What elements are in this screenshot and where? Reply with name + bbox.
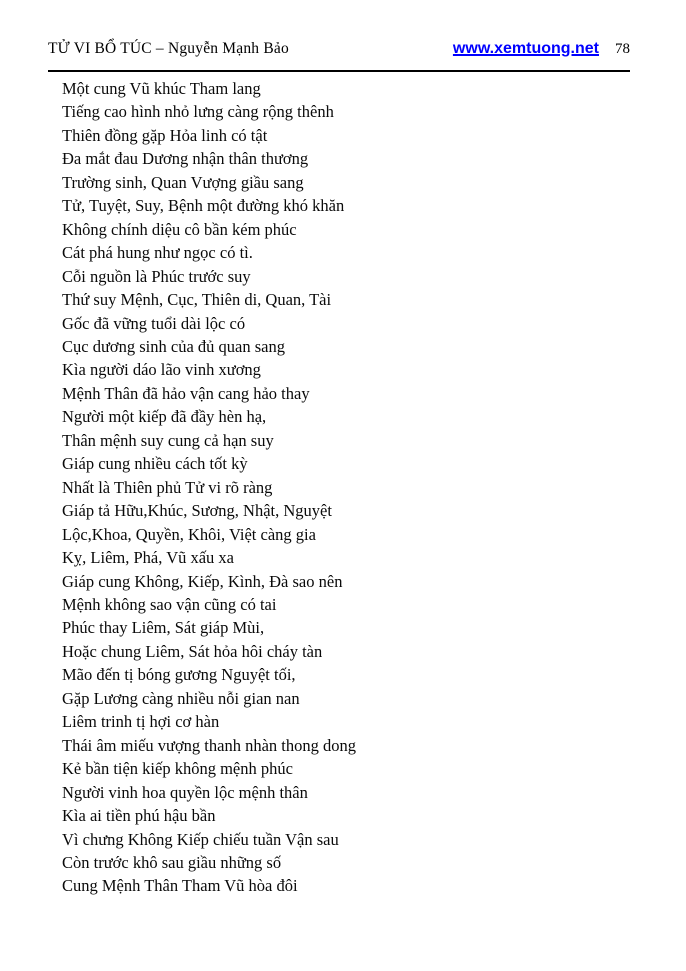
poem-line: Thiên đồng gặp Hỏa linh có tật — [62, 125, 268, 145]
website-link[interactable]: www.xemtuong.net — [452, 40, 599, 57]
poem-line: Mão đến tị bóng gương Nguyệt tối, — [62, 665, 296, 685]
poem-line: Thân mệnh suy cung cả hạn suy — [62, 430, 274, 450]
poem-line: Còn trước khô sau giầu những số — [62, 852, 282, 872]
page-number: 78 — [615, 41, 630, 57]
poem-line: Kìa ai tiền phú hậu bần — [62, 806, 216, 826]
poem-line: Không chính diệu cô bần kém phúc — [62, 219, 297, 239]
poem-line: Mệnh Thân đã hảo vận cang hảo thay — [62, 383, 310, 403]
poem-line: Thái âm miếu vượng thanh nhàn thong dong — [62, 735, 356, 755]
poem-line: Phúc thay Liêm, Sát giáp Mùi, — [62, 618, 265, 638]
poem-line: Liêm trinh tị hợi cơ hàn — [62, 712, 220, 732]
poem-line: Đa mắt đau Dương nhận thân thương — [62, 149, 309, 169]
poem-line: Tiếng cao hình nhỏ lưng càng rộng thênh — [62, 102, 334, 122]
poem-line: Lộc,Khoa, Quyền, Khôi, Việt càng gia — [62, 524, 316, 544]
poem-line: Giáp tả Hữu,Khúc, Sương, Nhật, Nguyệt — [62, 501, 332, 521]
poem-body — [48, 77, 630, 898]
header-right-group — [453, 40, 630, 58]
document-title: TỬ VI BỔ TÚC – Nguyễn Mạnh Bảo — [48, 40, 289, 57]
poem-line: Cỗi nguồn là Phúc trước suy — [62, 266, 251, 286]
poem-line: Vì chưng Không Kiếp chiếu tuần Vận sau — [62, 829, 339, 849]
poem-line: Giáp cung Không, Kiếp, Kình, Đà sao nên — [62, 571, 343, 591]
poem-line: Gốc đã vững tuổi dài lộc có — [62, 313, 246, 333]
poem-line: Hoặc chung Liêm, Sát hỏa hôi cháy tàn — [62, 641, 323, 661]
poem-line: Kẻ bần tiện kiếp không mệnh phúc — [62, 759, 293, 779]
poem-line: Người một kiếp đã đầy hèn hạ, — [62, 407, 267, 427]
poem-line: Cung Mệnh Thân Tham Vũ hòa đôi — [62, 876, 298, 896]
header-divider — [48, 70, 630, 72]
poem-line: Một cung Vũ khúc Tham lang — [62, 79, 261, 98]
poem-line: Người vinh hoa quyền lộc mệnh thân — [62, 782, 308, 802]
page-header — [48, 40, 630, 62]
poem-line: Kỵ, Liêm, Phá, Vũ xấu xa — [62, 548, 235, 568]
poem-line: Thứ suy Mệnh, Cục, Thiên di, Quan, Tài — [62, 290, 332, 310]
poem-line: Cát phá hung như ngọc có tì. — [62, 243, 253, 263]
poem-line: Mệnh không sao vận cũng có tai — [62, 594, 277, 614]
poem-line: Trường sinh, Quan Vượng giầu sang — [62, 172, 304, 192]
poem-line: Nhất là Thiên phủ Tử vi rõ ràng — [62, 477, 273, 497]
poem-line: Cục dương sinh của đủ quan sang — [62, 336, 285, 356]
poem-line: Gặp Lương càng nhiều nỗi gian nan — [62, 688, 300, 708]
poem-line: Kìa người dáo lão vinh xương — [62, 360, 261, 380]
poem-line: Giáp cung nhiều cách tốt kỳ — [62, 454, 248, 474]
poem-line: Tử, Tuyệt, Suy, Bệnh một đường khó khăn — [62, 196, 345, 216]
